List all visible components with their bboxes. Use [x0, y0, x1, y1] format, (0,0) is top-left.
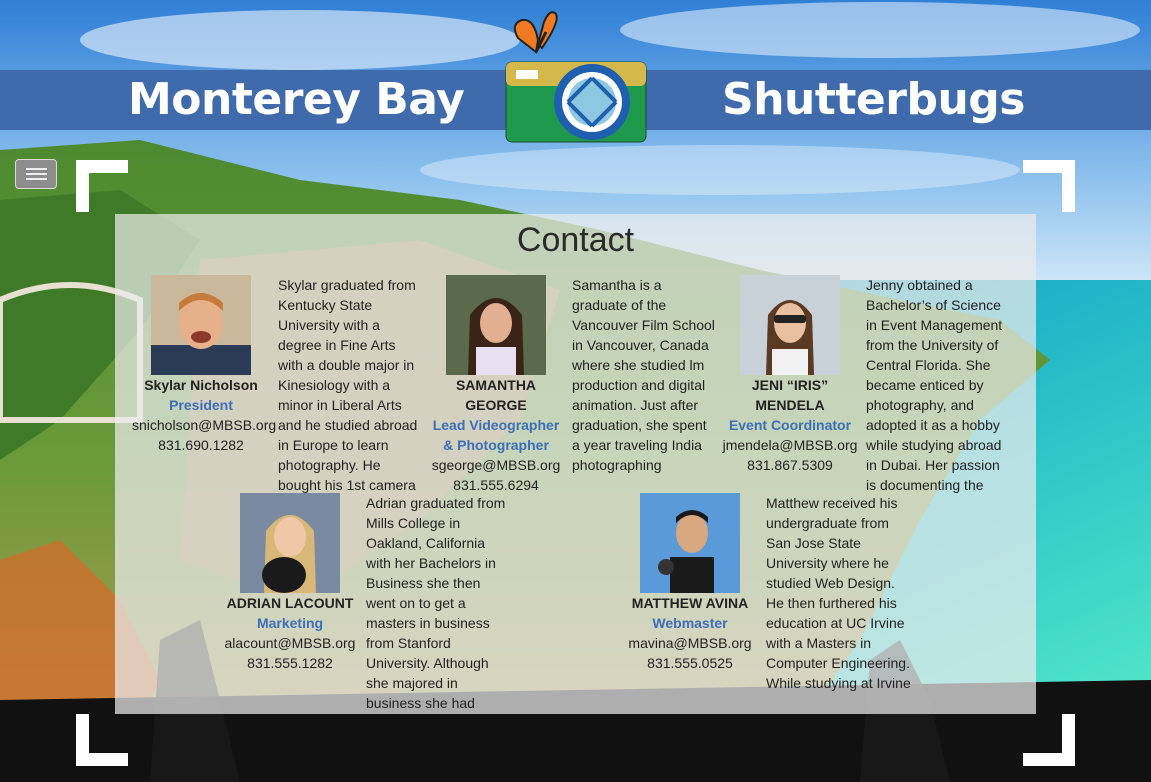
member-bio: Jenny obtained a Bachelor’s of Science in Event Management from the University of Central Florida. She became enticed by photography, and adopted it as a hobby while studying abroad in Dubai. Her passion is documenting the: [866, 277, 1003, 493]
member-role-link[interactable]: Marketing: [256, 615, 324, 631]
menu-button[interactable]: [15, 159, 57, 189]
viewfinder-corner-bottom-right: [1023, 714, 1075, 766]
viewfinder-corner-top-left: [76, 160, 128, 212]
member-bio: Matthew received his undergraduate from San Jose State University where he studied Web Design. He then furthered his education at UC Irvine with a Masters in Computer Engineering. While studying at Irvine: [766, 495, 911, 691]
hamburger-icon: [26, 168, 47, 170]
member-bio: Skylar graduated from Kentucky State University with a degree in Fine Arts with a double major in Kinesiology with a minor in Liberal Arts and he studied abroad in Europe to learn photography. He bought his 1st camera: [278, 277, 418, 493]
brand-name-left: Monterey Bay: [128, 74, 465, 125]
member-email[interactable]: sgeorge@MBSB.org: [431, 457, 561, 473]
member-phone: 831.555.6294: [453, 477, 539, 493]
member-name: ADRIAN LACOUNT: [226, 595, 354, 611]
member-name: SAMANTHA GEORGE: [455, 377, 537, 413]
member-phone: 831.555.0525: [647, 655, 733, 671]
viewfinder-corner-bottom-left: [76, 714, 128, 766]
member-name: MATTHEW AVINA: [631, 595, 749, 611]
avatar-samantha: [446, 275, 546, 375]
avatar-adrian: [240, 493, 340, 593]
butterfly-icon: [515, 12, 557, 52]
page-title: Contact: [516, 221, 635, 259]
member-phone: 831.555.1282: [247, 655, 333, 671]
avatar-matthew: [640, 493, 740, 593]
avatar-skylar: [151, 275, 251, 375]
brand-name-right: Shutterbugs: [722, 74, 1025, 125]
member-email[interactable]: jmendela@MBSB.org: [722, 437, 858, 453]
member-role-link[interactable]: Lead Videographer & Photographer: [432, 417, 560, 453]
member-name: JENI “IRIS” MENDELA: [751, 377, 829, 413]
member-role-link[interactable]: Webmaster: [652, 615, 728, 631]
member-role-link[interactable]: President: [169, 397, 233, 413]
member-email[interactable]: alacount@MBSB.org: [224, 635, 356, 651]
member-bio: Samantha is a graduate of the Vancouver Film School in Vancouver, Canada where she studied lm production and digital animation. Just after graduation, she spent a year traveling India photographing: [572, 277, 715, 473]
camera-logo-icon[interactable]: [498, 4, 650, 146]
member-email[interactable]: mavina@MBSB.org: [628, 635, 752, 651]
member-email[interactable]: snicholson@MBSB.org: [132, 417, 277, 433]
member-bio: Adrian graduated from Mills College in Oakland, California with her Bachelors in Business she then went on to get a masters in business from Stanford University. Although she majored in business she had: [366, 495, 506, 711]
avatar-jeni: [740, 275, 840, 375]
viewfinder-corner-top-right: [1023, 160, 1075, 212]
member-role-link[interactable]: Event Coordinator: [728, 417, 852, 433]
member-name: Skylar Nicholson: [144, 377, 258, 393]
member-phone: 831.867.5309: [747, 457, 833, 473]
member-phone: 831.690.1282: [158, 437, 244, 453]
